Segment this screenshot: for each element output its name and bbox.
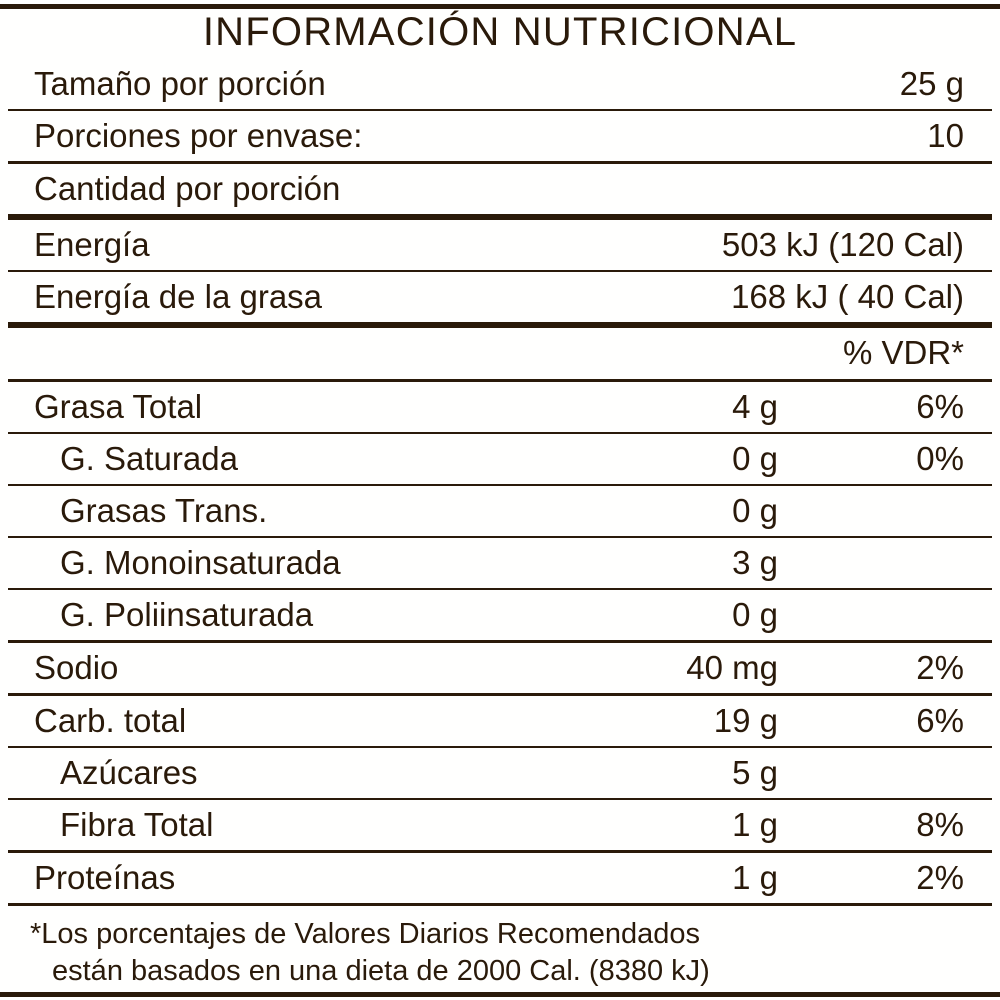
nutrient-pct: 2% [916, 649, 964, 686]
nutrient-name: Grasas Trans. [60, 492, 268, 529]
nutrient-name: Fibra Total [60, 806, 214, 843]
nutrient-name: Azúcares [60, 754, 198, 791]
servings-per-container-label: Porciones por envase: [34, 117, 363, 154]
nutrient-amount: 1 g [732, 859, 778, 896]
servings-per-container-value: 10 [927, 117, 964, 154]
nutrient-pct: 2% [916, 859, 964, 896]
nutrient-row-total-carbohydrate [8, 696, 992, 746]
amount-per-serving-label: Cantidad por porción [34, 170, 341, 207]
energy-value: 503 kJ (120 Cal) [721, 226, 964, 263]
nutrient-name: G. Monoinsaturada [60, 544, 341, 581]
nutrient-row-monounsaturated-fat [8, 538, 992, 588]
energy-label: Energía [34, 226, 150, 263]
nutrient-amount: 5 g [732, 754, 778, 791]
nutrient-row-total-fat [8, 382, 992, 432]
daily-value-header: % VDR* [842, 334, 964, 371]
label-body [8, 9, 992, 992]
nutrient-row-polyunsaturated-fat [8, 590, 992, 640]
nutrient-name: G. Poliinsaturada [60, 596, 314, 633]
nutrient-row-sugars [8, 748, 992, 798]
footnote-line-2: están basados en una dieta de 2000 Cal. (8380 kJ) [52, 955, 710, 988]
daily-value-header-row [8, 328, 992, 379]
energy-from-fat-row [8, 272, 992, 322]
energy-from-fat-value: 168 kJ ( 40 Cal) [731, 278, 964, 315]
nutrient-pct: 6% [916, 702, 964, 739]
nutrient-row-protein [8, 853, 992, 903]
nutrient-row-trans-fat [8, 486, 992, 536]
nutrient-name: Grasa Total [34, 388, 203, 425]
nutrient-row-sodium [8, 643, 992, 693]
nutrient-amount: 40 mg [686, 649, 778, 686]
spacer [8, 990, 992, 992]
amount-per-serving-row [8, 164, 992, 214]
servings-per-container-row [8, 111, 992, 161]
nutrient-pct: 0% [916, 440, 964, 477]
nutrient-amount: 0 g [732, 596, 778, 633]
serving-size-row [8, 59, 992, 109]
footnote [8, 906, 992, 990]
nutrient-pct: 8% [916, 806, 964, 843]
spacer [8, 334, 843, 372]
nutrient-row-saturated-fat [8, 434, 992, 484]
footnote-line-1: *Los porcentajes de Valores Diarios Recomendados [30, 918, 701, 950]
nutrient-amount: 0 g [732, 440, 778, 477]
nutrient-amount: 1 g [732, 806, 778, 843]
energy-from-fat-label: Energía de la grasa [34, 278, 323, 315]
energy-row [8, 220, 992, 270]
label-border-bottom [0, 992, 1000, 997]
nutrient-amount: 0 g [732, 492, 778, 529]
page-title: INFORMACIÓN NUTRICIONAL [202, 10, 798, 54]
nutrient-amount: 4 g [732, 388, 778, 425]
serving-size-label: Tamaño por porción [34, 65, 326, 102]
nutrient-name: G. Saturada [60, 440, 238, 477]
nutrient-name: Sodio [34, 649, 119, 686]
nutrient-amount: 19 g [713, 702, 778, 739]
nutrient-name: Proteínas [34, 859, 176, 896]
serving-size-value: 25 g [899, 65, 964, 102]
nutrient-row-total-fiber [8, 800, 992, 850]
nutrient-name: Carb. total [34, 702, 187, 739]
nutrient-amount: 3 g [732, 544, 778, 581]
nutrient-pct: 6% [916, 388, 964, 425]
